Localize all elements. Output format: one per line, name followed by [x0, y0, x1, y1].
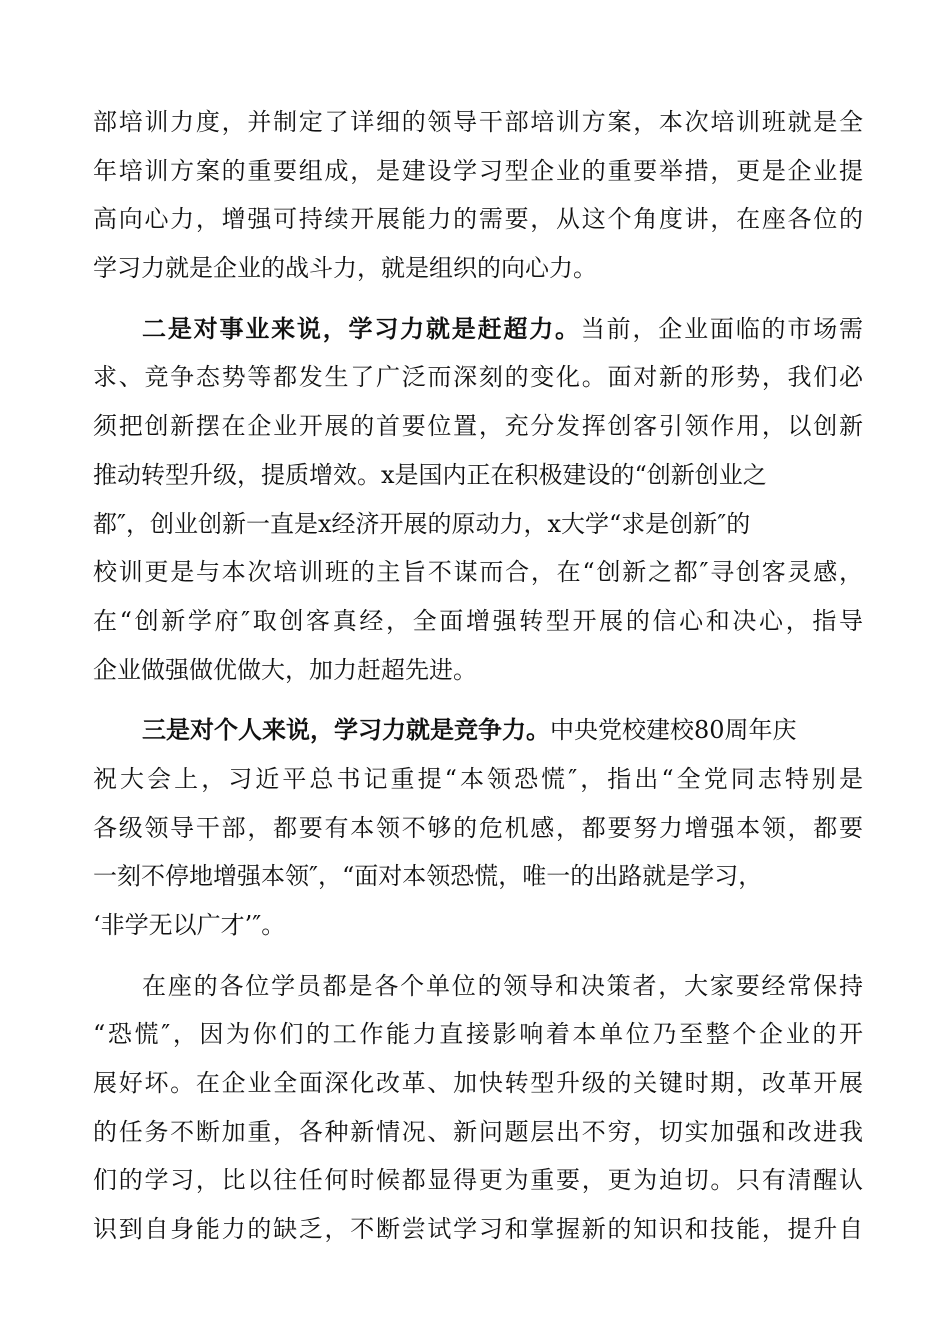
- text-line: [93, 706, 863, 755]
- text-span: 中央党校建校80周年庆: [550, 716, 797, 745]
- text-span: 当前，企业面临的市场需: [580, 314, 864, 343]
- text-line: 祝大会上，习近平总书记重提“本领恐慌″，指出“全党同志特别是: [93, 764, 863, 793]
- text-line: 须把创新摆在企业开展的首要位置，充分发挥创客引领作用，以创新: [93, 412, 863, 441]
- text-line: 在座的各位学员都是各个单位的领导和决策者，大家要经常保持: [142, 971, 863, 1000]
- text-line: 部培训力度，并制定了详细的领导干部培训方案，本次培训班就是全: [93, 108, 863, 136]
- paragraph-4: [93, 962, 863, 1254]
- text-line: 推动转型升级，提质增效。x是国内正在积极建设的“创新创业之: [93, 460, 767, 489]
- text-line: 校训更是与本次培训班的主旨不谋而合，在“创新之都″寻创客灵感，: [93, 558, 863, 587]
- text-line: 展好坏。在企业全面深化改革、加快转型升级的关键时期，改革开展: [93, 1069, 863, 1098]
- text-line: 学习力就是企业的战斗力，就是组织的向心力。: [93, 254, 597, 283]
- text-line: 识到自身能力的缺乏，不断尝试学习和掌握新的知识和技能，提升自: [93, 1215, 863, 1244]
- text-line: “恐慌″，因为你们的工作能力直接影响着本单位乃至整个企业的开: [93, 1020, 863, 1049]
- text-line: [93, 305, 863, 354]
- document-body: [93, 98, 863, 1254]
- text-line: 求、竞争态势等都发生了广泛而深刻的变化。面对新的形势，我们必: [93, 363, 863, 392]
- paragraph-heading: 二是对事业来说，学习力就是赶超力。: [142, 313, 581, 343]
- text-line: 高向心力，增强可持续开展能力的需要，从这个角度讲，在座各位的: [93, 205, 863, 234]
- paragraph-3: [93, 706, 863, 949]
- paragraph-2: [93, 305, 863, 695]
- text-line: 都″，创业创新一直是x经济开展的原动力，x大学“求是创新″的: [93, 509, 751, 538]
- paragraph-1: [93, 98, 863, 293]
- text-line: 在“创新学府″取创客真经，全面增强转型开展的信心和决心，指导: [93, 606, 863, 635]
- text-line: 的任务不断加重，各种新情况、新问题层出不穷，切实加强和改进我: [93, 1117, 863, 1146]
- text-line: 一刻不停地增强本领″，“面对本领恐慌，唯一的出路就是学习，: [93, 862, 763, 891]
- paragraph-heading: 三是对个人来说，学习力就是竞争力。: [142, 715, 550, 745]
- text-line: ‘非学无以广才’″。: [93, 911, 286, 939]
- text-line: 年培训方案的重要组成，是建设学习型企业的重要举措，更是企业提: [93, 156, 863, 185]
- text-line: 各级领导干部，都要有本领不够的危机感，都要努力增强本领，都要: [93, 813, 863, 842]
- text-line: 们的学习，比以往任何时候都显得更为重要，更为迫切。只有清醒认: [93, 1166, 863, 1195]
- text-line: 企业做强做优做大，加力赶超先进。: [93, 655, 477, 684]
